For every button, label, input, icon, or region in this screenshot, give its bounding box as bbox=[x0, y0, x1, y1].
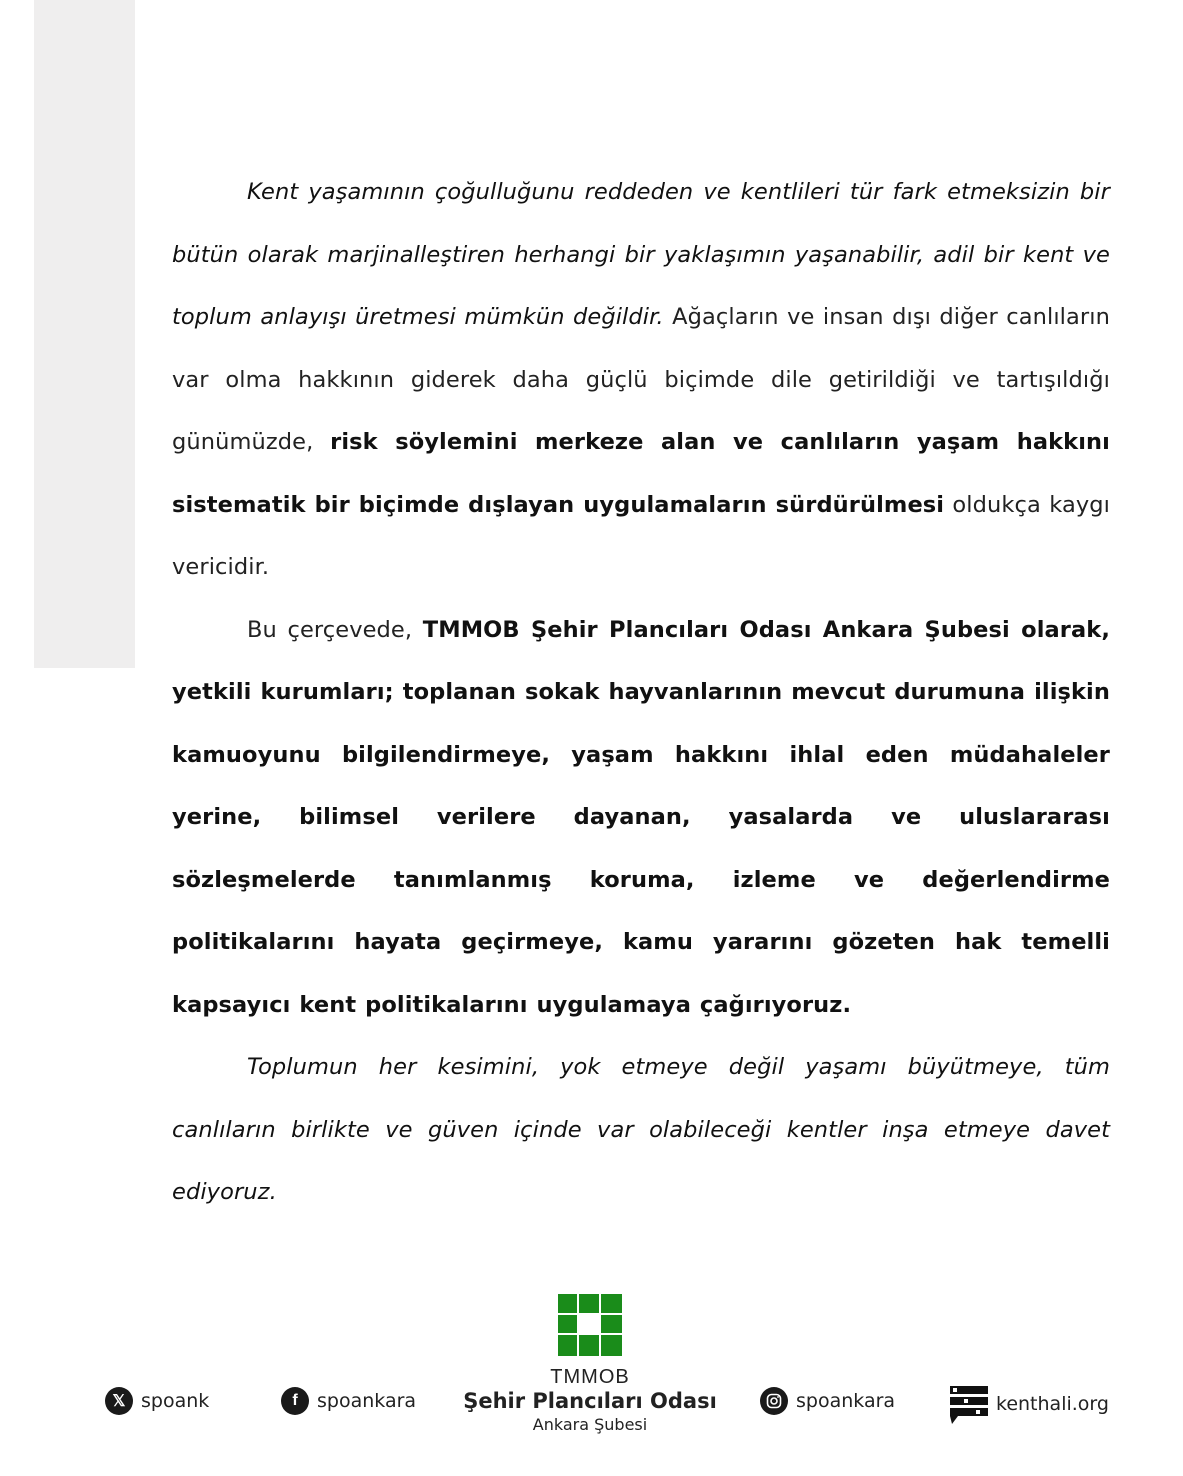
footer-website-link[interactable] bbox=[950, 1384, 1109, 1424]
statement-body bbox=[172, 161, 1110, 1224]
facebook-icon: f bbox=[281, 1387, 309, 1415]
paragraph-1 bbox=[172, 161, 1110, 599]
paragraph-3 bbox=[172, 1036, 1110, 1224]
instagram-icon bbox=[760, 1387, 788, 1415]
org-line-2: Şehir Plancıları Odası bbox=[463, 1389, 717, 1413]
paragraph-2-start: Bu çerçevede, bbox=[247, 616, 423, 643]
paragraph-2-bold: TMMOB Şehir Plancıları Odası Ankara Şubesi olarak, yetkili kurumları; toplanan sokak hayvanlarının mevcut durumuna ilişkin kamuoyunu bilgilendirmeye, yaşam hakkını ihlal eden müdahaleler yerine, bilimsel verilere dayanan, yasalarda ve uluslararası sözleşmelerde tanımlanmış koruma, izleme ve değerlendirme politikalarını hayata geçirmeye, kamu yararını gözeten hak temelli kapsayıcı kent politikalarını uygulamaya çağırıyoruz. bbox=[172, 616, 1110, 1018]
x-handle: spoank bbox=[141, 1390, 210, 1412]
paragraph-1-regular: Ağaçların ve insan dışı diğer canlıların var olma hakkının giderek daha güçlü biçimde dile getirildiği ve tartışıldığı günümüzde, bbox=[172, 304, 1110, 455]
decorative-side-bar bbox=[34, 0, 135, 668]
x-icon: 𝕏 bbox=[105, 1387, 133, 1415]
org-line-3: Ankara Şubesi bbox=[532, 1415, 648, 1434]
website-label: kenthali.org bbox=[996, 1393, 1109, 1415]
tmmob-logo-icon bbox=[558, 1294, 622, 1356]
paragraph-3-italic: Toplumun her kesimini, yok etmeye değil yaşamı büyütmeye, tüm canlıların birlikte ve güven içinde var olabileceği kentler inşa etmeye davet ediyoruz. bbox=[172, 1054, 1110, 1205]
footer-x-link[interactable] bbox=[105, 1387, 209, 1415]
footer-instagram-link[interactable] bbox=[760, 1387, 895, 1415]
org-line-1: TMMOB bbox=[550, 1366, 630, 1388]
footer-facebook-link[interactable] bbox=[281, 1387, 416, 1415]
paragraph-2 bbox=[172, 599, 1110, 1037]
paragraph-1-bold: risk söylemini merkeze alan ve canlıların yaşam hakkını sistematik bir biçimde dışlayan uygulamaların sürdürülmesi bbox=[172, 429, 1110, 518]
kenthali-logo-icon bbox=[950, 1384, 988, 1424]
instagram-handle: spoankara bbox=[796, 1390, 896, 1412]
paragraph-1-end: oldukça kaygı vericidir. bbox=[172, 491, 1110, 580]
paragraph-1-italic: Kent yaşamının çoğulluğunu reddeden ve kentlileri tür fark etmeksizin bir bütün olarak marjinalleştiren herhangi bir yaklaşımın yaşanabilir, adil bir kent ve toplum anlayışı üretmesi mümkün değildir. bbox=[172, 179, 1110, 330]
facebook-handle: spoankara bbox=[317, 1390, 417, 1412]
